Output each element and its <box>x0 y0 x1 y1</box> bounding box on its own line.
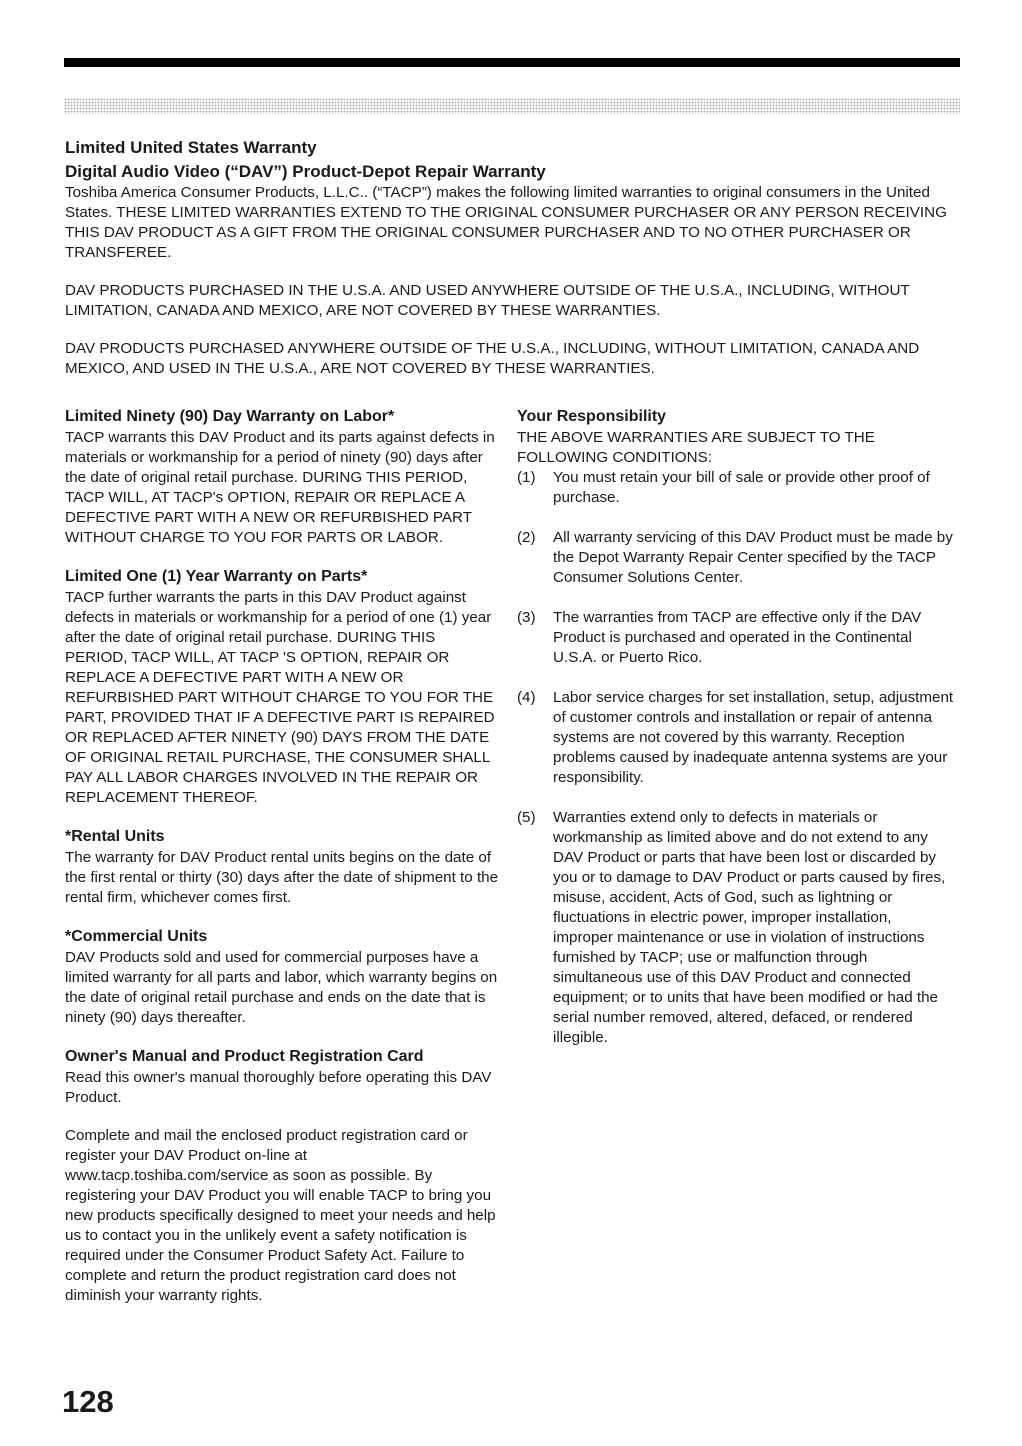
parts-heading: Limited One (1) Year Warranty on Parts* <box>65 568 368 585</box>
intro-paragraph: DAV PRODUCTS PURCHASED IN THE U.S.A. AND USED ANYWHERE OUTSIDE OF THE U.S.A., INCLUDING, WITHOUT LIMITATION, CANADA AND MEXICO, ARE NOT COVERED BY THESE WARRANTIES. <box>65 282 910 319</box>
commercial-heading: *Commercial Units <box>65 928 208 945</box>
warranty-header <box>65 137 961 183</box>
list-item <box>517 608 955 668</box>
page-subtitle: Digital Audio Video (“DAV”) Product-Depot Repair Warranty <box>65 162 546 181</box>
labor-body: TACP warrants this DAV Product and its parts against defects in materials or workmanship for a period of ninety (90) days after the date of original retail purchase. DURING THIS PERIOD, TACP WILL, AT TACP's OPTION, REPAIR OR REPLACE A DEFECTIVE PART WITH A NEW OR REFURBISHED PART WITHOUT CHARGE TO YOU FOR PARTS OR LABOR. <box>65 429 495 546</box>
list-item <box>517 808 955 1048</box>
responsibility-intro: THE ABOVE WARRANTIES ARE SUBJECT TO THE FOLLOWING CONDITIONS: <box>517 429 875 466</box>
dotted-band <box>64 98 960 114</box>
labor-heading: Limited Ninety (90) Day Warranty on Labor* <box>65 408 395 425</box>
rental-body: The warranty for DAV Product rental units begins on the date of the first rental or thirty (30) days after the date of shipment to the rental firm, whichever comes first. <box>65 849 499 906</box>
list-item-number: (2) <box>517 529 536 546</box>
responsibility-heading: Your Responsibility <box>517 408 667 425</box>
page-title: Limited United States Warranty <box>65 138 317 157</box>
list-item <box>517 688 955 788</box>
list-item-number: (3) <box>517 609 536 626</box>
list-item <box>517 528 955 588</box>
manual-body: Read this owner's manual thoroughly before operating this DAV Product. <box>65 1069 492 1106</box>
parts-body: TACP further warrants the parts in this DAV Product against defects in materials or workmanship for a period of one (1) year after the date of original retail purchase. DURING THIS PERIOD, TACP WILL, AT TACP 'S OPTION, REPAIR OR REPLACE A DEFECTIVE PART WITH A NEW OR REFURBISHED PART WITHOUT CHARGE TO YOU FOR THE PART, PROVIDED THAT IF A DEFECTIVE PART IS REPAIRED OR REPLACED AFTER NINETY (90) DAYS FROM THE DATE OF ORIGINAL RETAIL PURCHASE, THE CONSUMER SHALL PAY ALL LABOR CHARGES INVOLVED IN THE REPAIR OR REPLACEMENT THEREOF. <box>65 589 495 806</box>
commercial-body: DAV Products sold and used for commercial purposes have a limited warranty for all parts and labor, which warranty begins on the date of original retail purchase and ends on the date that is ninety (90) days thereafter. <box>65 949 498 1026</box>
conditions-list <box>517 468 955 1048</box>
list-item-number: (5) <box>517 809 536 826</box>
list-item <box>517 468 955 508</box>
list-item-number: (1) <box>517 469 536 486</box>
list-item-text: Warranties extend only to defects in materials or workmanship as limited above and do not extend to any DAV Product or parts that have been lost or discarded by you or to damage to DAV Product or parts caused by fires, misuse, accident, Acts of God, such as lightning or fluctuations in electric power, improper installation, improper maintenance or use in violation of instructions furnished by TACP; use or malfunction through simultaneous use of this DAV Product and connected equipment; or to units that have been modified or had the serial number removed, altered, defaced, or rendered illegible. <box>553 809 946 1046</box>
left-column <box>65 406 499 1306</box>
list-item-number: (4) <box>517 689 536 706</box>
list-item-text: You must retain your bill of sale or provide other proof of purchase. <box>553 469 930 506</box>
page-number: 128 <box>62 1384 114 1419</box>
intro-paragraph: DAV PRODUCTS PURCHASED ANYWHERE OUTSIDE OF THE U.S.A., INCLUDING, WITHOUT LIMITATION, CANADA AND MEXICO, AND USED IN THE U.S.A., ARE NOT COVERED BY THESE WARRANTIES. <box>65 340 920 377</box>
intro-section <box>65 183 961 379</box>
list-item-text: All warranty servicing of this DAV Product must be made by the Depot Warranty Repair Center specified by the TACP Consumer Solutions Center. <box>553 529 953 586</box>
top-rule <box>64 58 960 67</box>
right-column <box>517 406 955 1048</box>
rental-heading: *Rental Units <box>65 828 165 845</box>
registration-body: Complete and mail the enclosed product registration card or register your DAV Product on-line at www.tacp.toshiba.com/service as soon as possible. By registering your DAV Product you will enable TACP to bring you new products specifically designed to meet your needs and help us to contact you in the unlikely event a safety notification is required under the Consumer Product Safety Act. Failure to complete and return the product registration card does not diminish your warranty rights. <box>65 1127 496 1304</box>
intro-paragraph: Toshiba America Consumer Products, L.L.C.. (“TACP”) makes the following limited warranties to original consumers in the United States. THESE LIMITED WARRANTIES EXTEND TO THE ORIGINAL CONSUMER PURCHASER OR ANY PERSON RECEIVING THIS DAV PRODUCT AS A GIFT FROM THE ORIGINAL CONSUMER PURCHASER AND TO NO OTHER PURCHASER OR TRANSFEREE. <box>65 184 947 261</box>
list-item-text: The warranties from TACP are effective only if the DAV Product is purchased and operated in the Continental U.S.A. or Puerto Rico. <box>553 609 922 666</box>
list-item-text: Labor service charges for set installation, setup, adjustment of customer controls and installation or repair of antenna systems are not covered by this warranty. Reception problems caused by inadequate antenna systems are your responsibility. <box>553 689 954 786</box>
manual-heading: Owner's Manual and Product Registration Card <box>65 1048 424 1065</box>
